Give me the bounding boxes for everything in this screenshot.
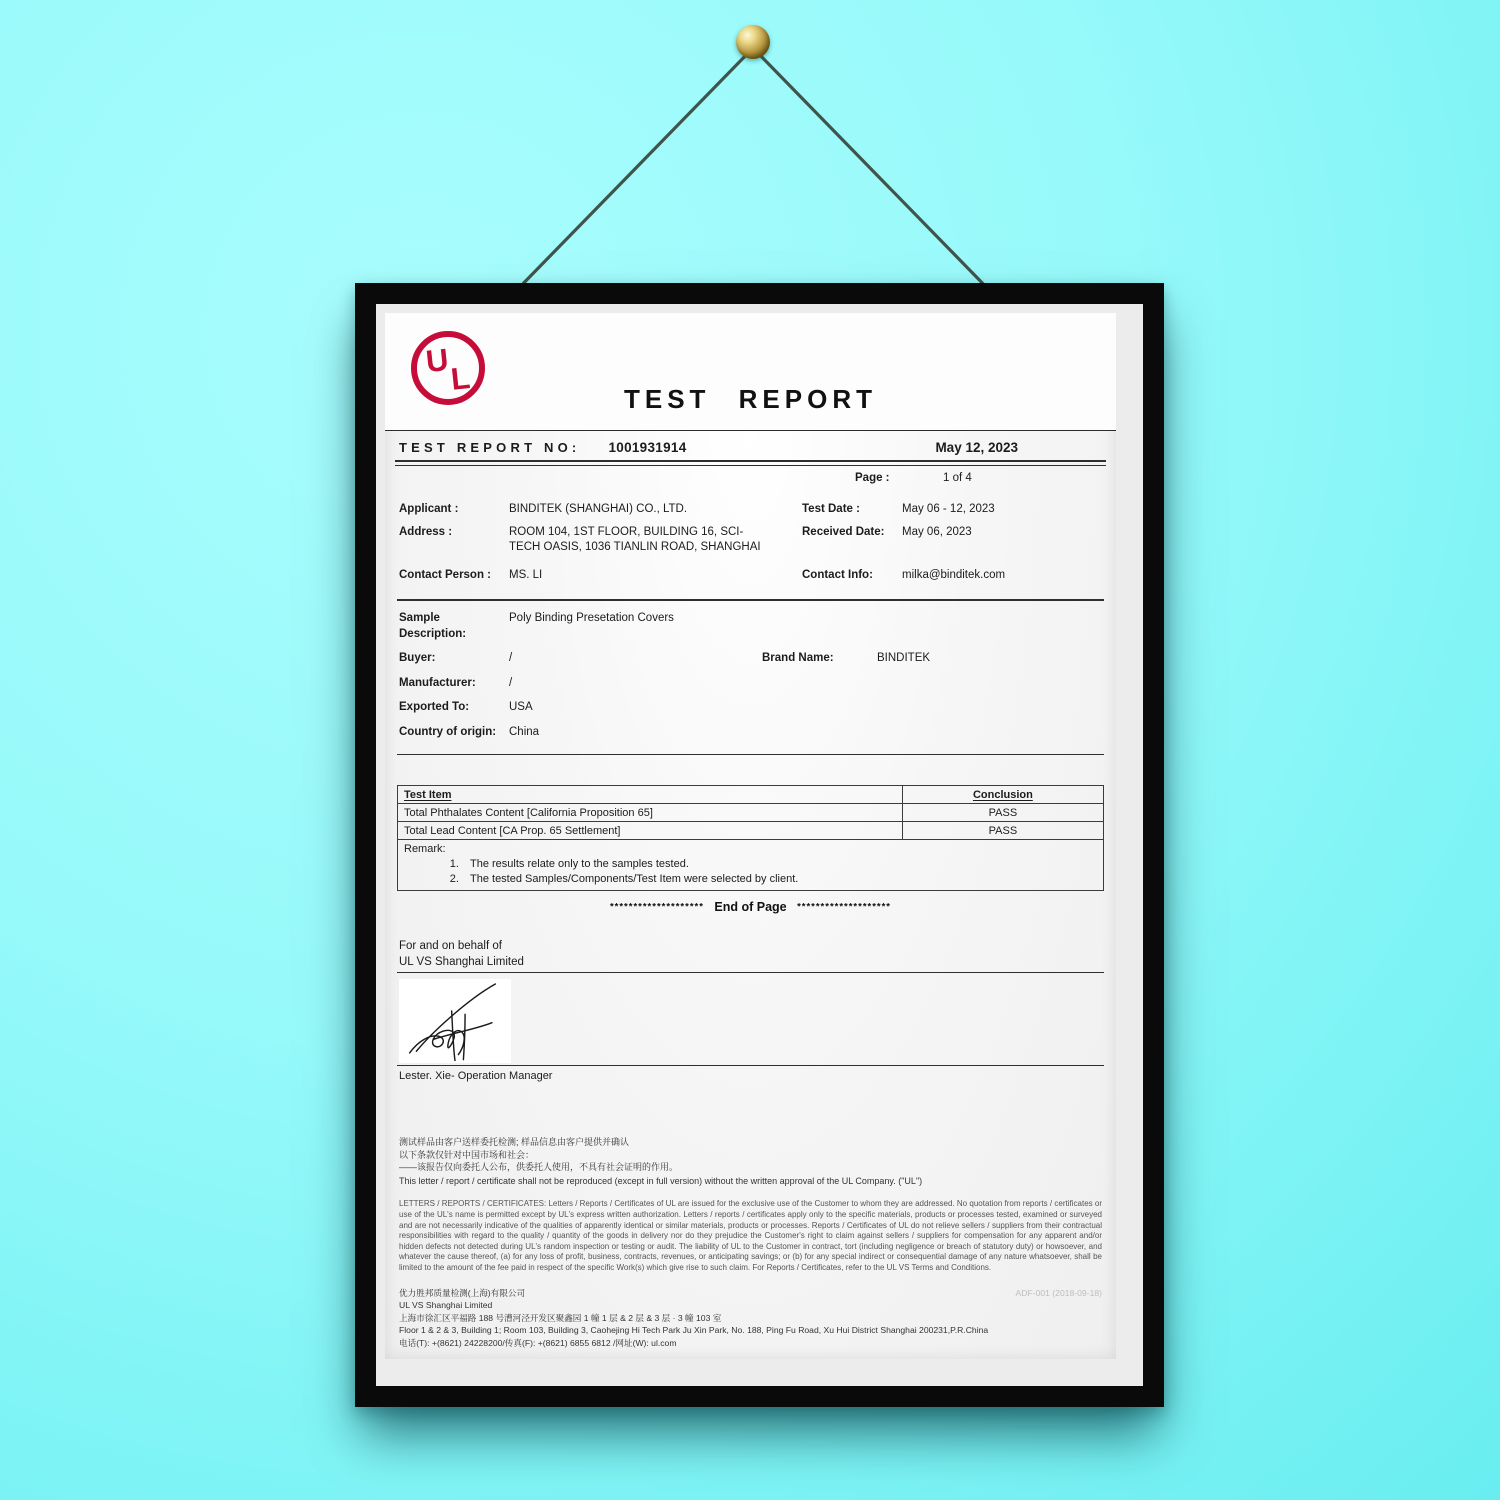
ul-logo-letter-l: L — [449, 360, 472, 397]
buyer-value: / — [509, 652, 513, 665]
picture-frame — [355, 283, 1164, 1407]
exported-to-label: Exported To: — [399, 701, 470, 714]
test-item-header: Test Item — [398, 786, 903, 804]
signer-name: Lester. Xie- Operation Manager — [399, 1070, 553, 1083]
handwritten-signature-icon — [399, 979, 511, 1063]
signature-box — [399, 979, 511, 1063]
report-date: May 12, 2023 — [935, 440, 1018, 455]
remark-list — [404, 858, 1097, 885]
test-item-cell: Total Phthalates Content [California Proposition 65] — [398, 804, 903, 822]
page-row — [385, 466, 1116, 490]
sample-row-country — [385, 725, 1116, 741]
report-number-value: 1001931914 — [608, 440, 687, 455]
country-of-origin-value: China — [509, 725, 540, 738]
manufacturer-label: Manufacturer: — [399, 676, 476, 689]
contact-info-label: Contact Info: — [802, 568, 873, 581]
manufacturer-value: / — [509, 676, 513, 689]
footer-contact-line: 电话(T): +(8621) 24228200/传真(F): +(8621) 6855 6812 /网址(W): ul.com — [399, 1337, 677, 1348]
test-item-cell: Total Lead Content [CA Prop. 65 Settlement] — [398, 822, 903, 840]
results-table — [397, 785, 1104, 891]
legal-paragraph: LETTERS / REPORTS / CERTIFICATES: Letters / Reports / Certificates of UL are issued for the exclusive use of the Customer to whom they are addressed. No quotation from reports / certificates or use of the UL's name is permitted except by UL's express written authorization. Letters / reports / certificates apply only to the specific materials, products or processes tested, examined or surveyed and are not necessarily indicative of the qualities of apparently identical or similar materials, products or processes. Reports / Certificates of UL do not relieve sellers / suppliers from their contractual responsibilities with regard to the quality / quantity of the goods in delivery nor do they prejudice the Customer's right to claim against sellers / suppliers for compensation for any apparent and/or hidden defects not detected during UL's random inspection or testing or audit. The liability of UL to the Customer in contract, tort (including negligence or breach of statutory duty) or howsoever, and whatever the cause thereof, (a) for any loss of profit, business, contracts, revenues, or anticipating savings; or (b) for any special indirect or consequential damage of any nature whatsoever, shall be limited to the amount of the fee paid in respect of the specific Work(s) which give rise to such claim. For Reports / Certificates, refer to the UL VS Terms and Conditions. — [399, 1199, 1102, 1273]
end-of-page-marker — [385, 898, 1116, 916]
table-row — [398, 804, 1104, 822]
ul-logo-letter-u: U — [424, 341, 451, 380]
contact-info-value: milka@binditek.com — [902, 568, 1006, 581]
sample-row-exported-to — [385, 700, 1116, 716]
table-row — [398, 822, 1104, 840]
remark-label: Remark: — [404, 842, 446, 855]
doc-code: ADF-001 (2018-09-18) — [1015, 1287, 1102, 1298]
remark-row — [398, 840, 1104, 891]
info-row-contact — [385, 568, 1116, 584]
buyer-label: Buyer: — [399, 652, 436, 665]
signoff-section — [385, 938, 1116, 1082]
page-label: Page : — [855, 472, 890, 484]
remark-item: 2. The tested Samples/Components/Test Item were selected by client. — [462, 873, 1097, 885]
end-of-page-label: End of Page — [714, 900, 787, 915]
country-of-origin-label: Country of origin: — [399, 725, 497, 738]
sample-row-manufacturer — [385, 676, 1116, 692]
remark-cell — [398, 840, 1104, 891]
received-date-value: May 06, 2023 — [902, 525, 972, 538]
disclaimer-zh-line3: ——该报告仅向委托人公布，供委托人使用，不具有社会证明的作用。 — [399, 1162, 679, 1173]
end-of-page-stars-right: ******************** — [797, 901, 892, 913]
address-value: ROOM 104, 1ST FLOOR, BUILDING 16, SCI-TECH OASIS, 1036 TIANLIN ROAD, SHANGHAI — [509, 525, 761, 554]
footer-address-zh: 上海市徐汇区平福路 188 号漕河泾开发区聚鑫园 1 幢 1 层 & 2 层 & 3 层 · 3 幢 103 室 — [399, 1312, 722, 1323]
divider-rule — [397, 972, 1104, 973]
info-row-address — [385, 525, 1116, 556]
document-title: TEST REPORT — [623, 384, 877, 414]
report-number-row — [385, 431, 1116, 460]
sample-description-value: Poly Binding Presetation Covers — [509, 612, 674, 625]
disclaimer-zh-line2: 以下条款仅针对中国市场和社会： — [399, 1149, 535, 1160]
divider-rule — [397, 754, 1104, 755]
footer-company-en: UL VS Shanghai Limited — [399, 1300, 493, 1311]
disclaimer-zh-line1: 测试样品由客户送样委托检测; 样品信息由客户提供并确认 — [399, 1136, 630, 1147]
conclusion-cell: PASS — [902, 822, 1103, 840]
results-table-header-row — [398, 786, 1104, 804]
divider-rule — [397, 1065, 1104, 1066]
footer-address-en: Floor 1 & 2 & 3, Building 1; Room 103, Building 3, Caohejing Hi Tech Park Ju Xin Park, No. 188, Ping Fu Road, Xu Hui District Shanghai 200231,P.R.China — [399, 1325, 989, 1336]
sample-row-description — [385, 611, 1116, 642]
conclusion-header: Conclusion — [902, 786, 1103, 804]
conclusion-cell: PASS — [902, 804, 1103, 822]
exported-to-value: USA — [509, 701, 533, 714]
contact-person-label: Contact Person : — [399, 568, 492, 581]
info-row-applicant — [385, 502, 1116, 518]
company-line: UL VS Shanghai Limited — [399, 956, 524, 969]
remark-item: 1. The results relate only to the samples tested. — [462, 858, 1097, 870]
test-date-label: Test Date : — [802, 503, 860, 515]
applicant-info-section — [385, 490, 1116, 599]
brand-name-value: BINDITEK — [877, 652, 931, 665]
footer-company-zh: 优力胜邦质量检测(上海)有限公司 — [399, 1287, 526, 1298]
end-of-page-stars-left: ******************** — [609, 901, 704, 913]
test-date-value: May 06 - 12, 2023 — [902, 503, 995, 515]
brass-pin-icon — [736, 25, 770, 59]
sample-description-label: Sample Description: — [399, 612, 467, 640]
document-header — [385, 313, 1116, 431]
fine-print-section — [399, 1136, 1102, 1349]
sample-info-section — [385, 601, 1116, 754]
disclaimer-en-line: This letter / report / certificate shall not be reproduced (except in full version) without the written approval of the UL Company. ("UL") — [399, 1175, 923, 1186]
footer-address-block — [399, 1287, 1102, 1349]
applicant-label: Applicant : — [399, 503, 459, 515]
contact-person-value: MS. LI — [509, 568, 543, 581]
page-value: 1 of 4 — [943, 472, 972, 484]
report-number-label: TEST REPORT NO: — [399, 440, 581, 455]
ul-logo-icon — [411, 331, 485, 405]
sample-row-buyer — [385, 651, 1116, 667]
address-label: Address : — [399, 525, 453, 538]
brand-name-label: Brand Name: — [762, 652, 834, 665]
behalf-line: For and on behalf of — [399, 940, 502, 953]
applicant-value: BINDITEK (SHANGHAI) CO., LTD. — [509, 503, 688, 515]
test-report-document — [385, 313, 1116, 1359]
received-date-label: Received Date: — [802, 525, 885, 538]
